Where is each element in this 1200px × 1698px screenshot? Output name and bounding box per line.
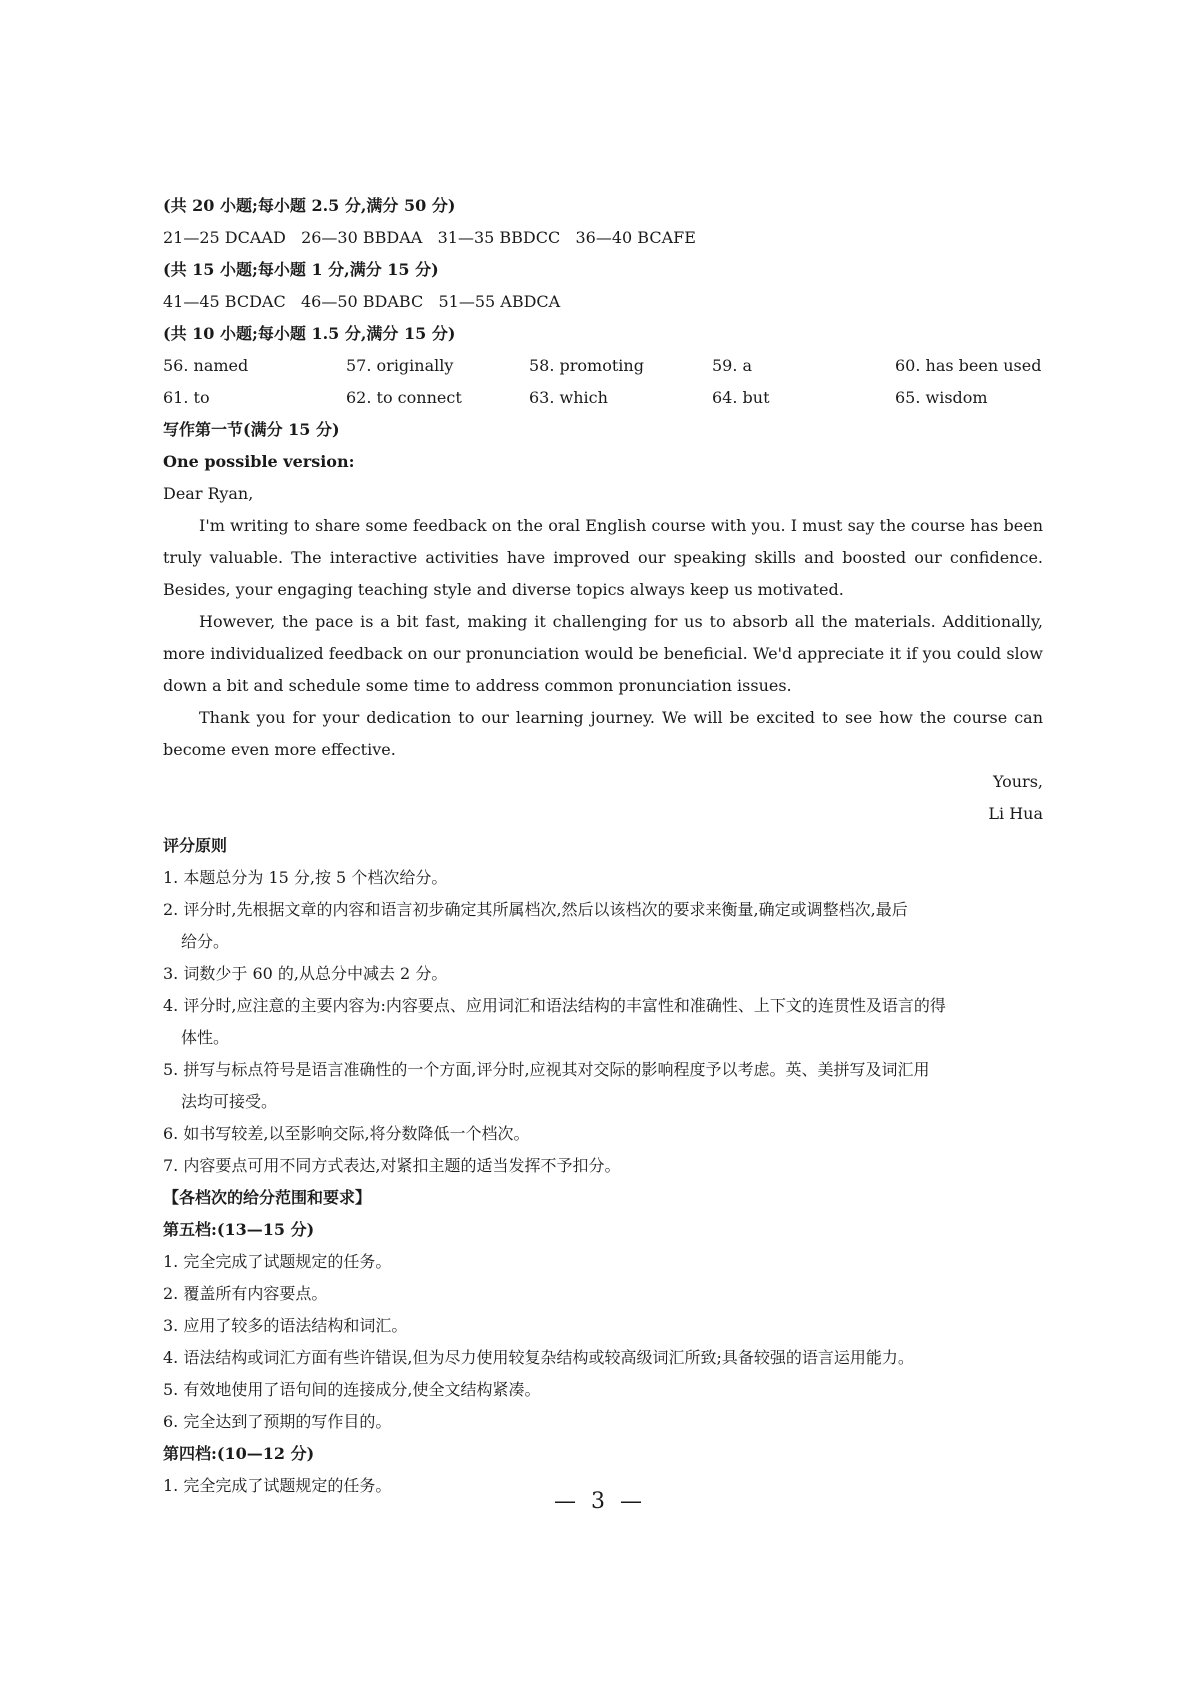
- cloze-header: (共 15 小题;每小题 1 分,满分 15 分): [163, 260, 439, 279]
- level-4-item-1: 1. 完全完成了试题规定的任务。: [163, 1476, 392, 1495]
- grammar-answers-row-2: [163, 382, 1043, 414]
- answer-57: 57. originally: [346, 356, 454, 375]
- answer-65: 65. wisdom: [895, 388, 988, 407]
- cloze-answers: 41—45 BCDAC 46—50 BDABC 51—55 ABDCA: [163, 292, 561, 311]
- level-5-item-3: 3. 应用了较多的语法结构和词汇。: [163, 1316, 408, 1335]
- page-content: [163, 190, 1043, 1502]
- letter-paragraph-2: However, the pace is a bit fast, making it challenging for us to absorb all the materials. Additionally, more individualized feedback on our pronunciation would be beneficial. We'd appreciate it if you could slow down a bit and schedule some time to address common pronunciation issues.: [163, 612, 1043, 695]
- letter-paragraph-1: I'm writing to share some feedback on the oral English course with you. I must say the course has been truly valuable. The interactive activities have improved our speaking skills and boosted our confidence. Besides, your engaging teaching style and diverse topics always keep us motivated.: [163, 516, 1043, 599]
- scoring-rule-1: 1. 本题总分为 15 分,按 5 个档次给分。: [163, 868, 448, 887]
- version-label: One possible version:: [163, 452, 355, 471]
- level-5-item-4: 4. 语法结构或词汇方面有些许错误,但为尽力使用较复杂结构或较高级词汇所致;具备较强的语言运用能力。: [163, 1348, 914, 1367]
- grade-levels-title: 【各档次的给分范围和要求】: [163, 1188, 372, 1207]
- reading-header: (共 20 小题;每小题 2.5 分,满分 50 分): [163, 196, 456, 215]
- scoring-rule-7: 7. 内容要点可用不同方式表达,对紧扣主题的适当发挥不予扣分。: [163, 1156, 621, 1175]
- level-5-item-2: 2. 覆盖所有内容要点。: [163, 1284, 328, 1303]
- grammar-header: (共 10 小题;每小题 1.5 分,满分 15 分): [163, 324, 456, 343]
- answer-58: 58. promoting: [529, 356, 644, 375]
- answer-60: 60. has been used: [895, 356, 1042, 375]
- answer-61: 61. to: [163, 388, 210, 407]
- scoring-rule-4: 4. 评分时,应注意的主要内容为:内容要点、应用词汇和语法结构的丰富性和准确性、上下文的连贯性及语言的得: [163, 996, 946, 1015]
- page-number: — 3 —: [554, 1489, 646, 1514]
- scoring-rule-2-cont: 给分。: [181, 932, 230, 951]
- letter-closing: Yours,: [992, 772, 1043, 791]
- level-5-item-1: 1. 完全完成了试题规定的任务。: [163, 1252, 392, 1271]
- level-5-title: 第五档:(13—15 分): [163, 1220, 315, 1239]
- level-4-title: 第四档:(10—12 分): [163, 1444, 315, 1463]
- writing-section-title: 写作第一节(满分 15 分): [163, 420, 340, 439]
- answer-56: 56. named: [163, 356, 249, 375]
- scoring-rule-5-cont: 法均可接受。: [181, 1092, 278, 1111]
- letter-greeting: Dear Ryan,: [163, 484, 254, 503]
- scoring-rule-3: 3. 词数少于 60 的,从总分中减去 2 分。: [163, 964, 448, 983]
- answer-63: 63. which: [529, 388, 608, 407]
- scoring-rule-5: 5. 拼写与标点符号是语言准确性的一个方面,评分时,应视其对交际的影响程度予以考虑。英、美拼写及词汇用: [163, 1060, 930, 1079]
- reading-answers: 21—25 DCAAD 26—30 BBDAA 31—35 BBDCC 36—40 BCAFE: [163, 228, 696, 247]
- level-5-item-5: 5. 有效地使用了语句间的连接成分,使全文结构紧凑。: [163, 1380, 541, 1399]
- level-5-item-6: 6. 完全达到了预期的写作目的。: [163, 1412, 392, 1431]
- letter-paragraph-3: Thank you for your dedication to our learning journey. We will be excited to see how the course can become even more effective.: [163, 708, 1043, 759]
- grammar-answers-row-1: [163, 350, 1043, 382]
- scoring-rule-6: 6. 如书写较差,以至影响交际,将分数降低一个档次。: [163, 1124, 530, 1143]
- answer-59: 59. a: [712, 356, 753, 375]
- answer-62: 62. to connect: [346, 388, 462, 407]
- answer-64: 64. but: [712, 388, 770, 407]
- scoring-rule-4-cont: 体性。: [181, 1028, 230, 1047]
- scoring-rule-2: 2. 评分时,先根据文章的内容和语言初步确定其所属档次,然后以该档次的要求来衡量,确定或调整档次,最后: [163, 900, 908, 919]
- scoring-title: 评分原则: [163, 836, 228, 855]
- letter-signature: Li Hua: [988, 804, 1043, 823]
